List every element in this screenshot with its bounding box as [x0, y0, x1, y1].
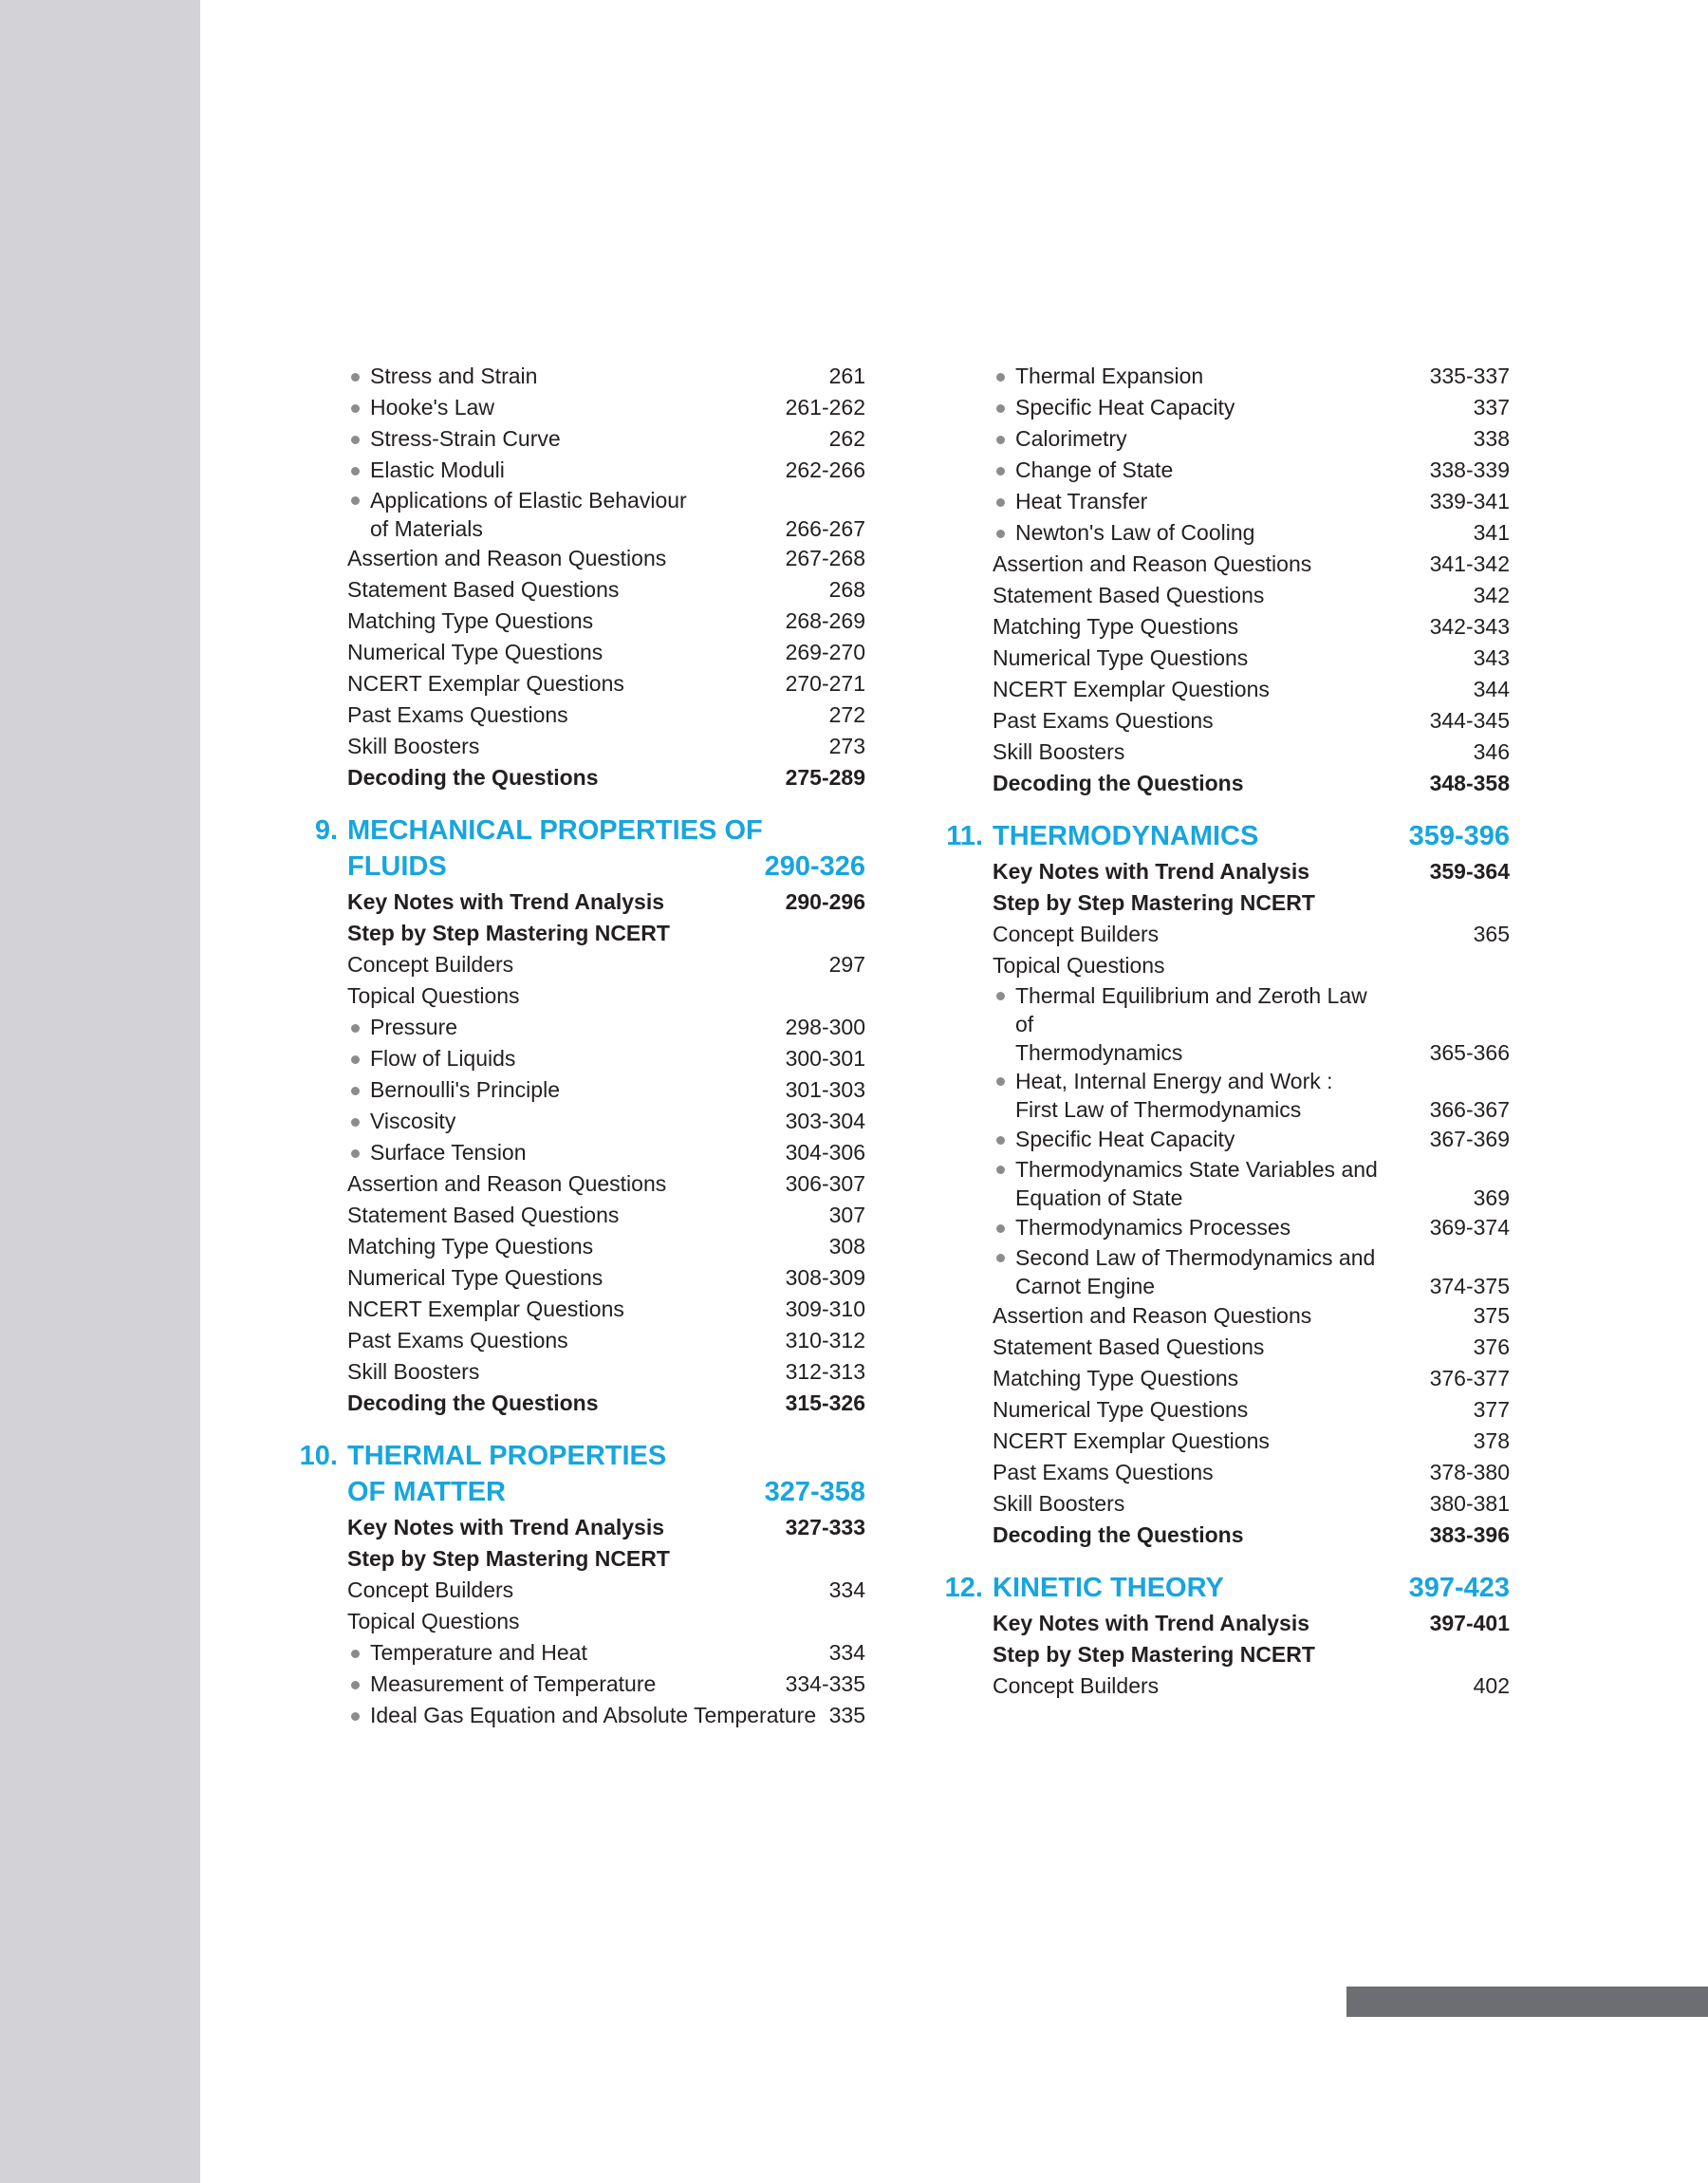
toc-entry-pages: 304-306	[785, 1140, 865, 1165]
bullet-icon	[996, 498, 1005, 507]
bullet-icon	[351, 1712, 360, 1721]
toc-entry-title: Newton's Law of Cooling	[1015, 520, 1255, 545]
toc-entry[interactable]	[930, 705, 1510, 737]
toc-entry-pages: 334	[828, 1640, 865, 1665]
toc-entry-title: Concept Builders	[993, 922, 1160, 946]
toc-entry[interactable]	[285, 543, 865, 574]
toc-entry-title: Numerical Type Questions	[347, 640, 603, 664]
toc-entry-pages: 334-335	[785, 1671, 865, 1696]
toc-entry[interactable]	[930, 392, 1510, 423]
toc-entry-pages: 366-367	[1429, 1097, 1510, 1122]
toc-entry-pages: 374-375	[1429, 1274, 1510, 1298]
toc-entry-pages: 262	[828, 426, 865, 451]
toc-entry-pages: 267-268	[785, 546, 865, 570]
toc-entry-pages: 344	[1473, 677, 1510, 701]
toc-entry-title-line: First Law of Thermodynamics	[1015, 1097, 1302, 1122]
toc-entry-pages: 306-307	[785, 1171, 865, 1196]
toc-entry-title: Calorimetry	[1015, 426, 1127, 451]
toc-entry-title: Concept Builders	[347, 952, 514, 977]
bullet-icon	[351, 1055, 360, 1064]
toc-column-left	[285, 361, 865, 1731]
chapter-heading-10[interactable]	[285, 1438, 865, 1510]
toc-entry[interactable]	[285, 762, 865, 793]
toc-entry-pages: 339-341	[1429, 489, 1510, 513]
toc-entry-title: Step by Step Mastering NCERT	[993, 890, 1315, 915]
bullet-icon	[996, 992, 1005, 1000]
toc-entry-title: Matching Type Questions	[993, 1366, 1239, 1390]
toc-entry-title: Past Exams Questions	[993, 708, 1214, 733]
toc-entry[interactable]	[285, 1700, 865, 1731]
toc-group-chapter12	[930, 1608, 1510, 1702]
toc-entry-pages: 341	[1473, 520, 1510, 545]
toc-entry-title: Matching Type Questions	[347, 1234, 594, 1259]
toc-entry-pages: 261	[828, 364, 865, 388]
toc-entry[interactable]	[930, 1243, 1510, 1300]
toc-entry[interactable]	[285, 1231, 865, 1262]
toc-entry-title: Bernoulli's Principle	[370, 1077, 560, 1102]
toc-entry-title: Decoding the Questions	[993, 771, 1244, 795]
toc-entry[interactable]	[285, 980, 865, 1012]
toc-entry[interactable]	[285, 700, 865, 731]
toc-entry-title: Numerical Type Questions	[347, 1265, 603, 1290]
chapter-title: KINETIC THEORY	[993, 1573, 1224, 1603]
toc-entry[interactable]	[285, 1074, 865, 1106]
toc-entry[interactable]	[285, 1543, 865, 1575]
toc-entry-title: Surface Tension	[370, 1140, 527, 1165]
toc-entry[interactable]	[930, 674, 1510, 705]
toc-entry[interactable]	[930, 1212, 1510, 1243]
toc-entry-title: Stress-Strain Curve	[370, 426, 561, 451]
toc-entry[interactable]	[285, 918, 865, 949]
chapter-heading-9[interactable]	[285, 812, 865, 885]
toc-entry-title: Measurement of Temperature	[370, 1671, 657, 1696]
toc-entry-pages: 262-266	[785, 457, 865, 482]
toc-entry[interactable]	[930, 455, 1510, 486]
toc-entry[interactable]	[285, 361, 865, 392]
toc-entry[interactable]	[285, 637, 865, 668]
toc-entry-title: NCERT Exemplar Questions	[993, 1428, 1270, 1453]
toc-entry-title-line: Second Law of Thermodynamics and	[1015, 1245, 1376, 1270]
bullet-icon	[351, 1087, 360, 1095]
toc-entry[interactable]	[930, 1520, 1510, 1551]
toc-entry-pages: 308-309	[785, 1265, 865, 1290]
toc-entry-title: Step by Step Mastering NCERT	[347, 1546, 670, 1571]
toc-entry-pages: 298-300	[785, 1015, 865, 1039]
toc-entry-pages: 309-310	[785, 1297, 865, 1321]
toc-entry-title: Assertion and Reason Questions	[993, 1303, 1312, 1328]
toc-entry[interactable]	[285, 731, 865, 762]
toc-entry-title: Statement Based Questions	[347, 1203, 620, 1227]
chapter-title: FLUIDS	[347, 851, 447, 882]
toc-entry-title: Step by Step Mastering NCERT	[993, 1642, 1315, 1667]
toc-entry-pages: 376	[1473, 1334, 1510, 1359]
bullet-icon	[351, 404, 360, 413]
toc-entry-title: NCERT Exemplar Questions	[347, 1297, 624, 1321]
toc-entry[interactable]	[930, 1124, 1510, 1155]
toc-entry-pages: 307	[828, 1203, 865, 1227]
toc-entry-pages: 346	[1473, 739, 1510, 764]
toc-entry[interactable]	[930, 361, 1510, 392]
toc-entry[interactable]	[930, 1332, 1510, 1363]
toc-entry-title: Statement Based Questions	[993, 1334, 1265, 1359]
toc-entry-title: Temperature and Heat	[370, 1640, 587, 1665]
toc-group-chapter9	[285, 886, 865, 1419]
toc-entry[interactable]	[930, 1670, 1510, 1702]
toc-entry-title: Stress and Strain	[370, 364, 538, 388]
toc-entry[interactable]	[285, 1606, 865, 1637]
bullet-icon	[996, 1136, 1005, 1145]
toc-entry-pages: 341-342	[1429, 551, 1510, 576]
toc-entry[interactable]	[285, 574, 865, 606]
toc-entry-pages: 303-304	[785, 1109, 865, 1133]
toc-entry-pages: 315-326	[785, 1390, 865, 1415]
toc-entry-title: Viscosity	[370, 1109, 456, 1133]
toc-entry-title: Statement Based Questions	[347, 577, 620, 602]
chapter-number: 10.	[299, 1441, 338, 1471]
toc-entry-title: Matching Type Questions	[347, 608, 594, 633]
toc-entry[interactable]	[930, 737, 1510, 768]
toc-entry-pages: 367-369	[1429, 1127, 1510, 1151]
page-edge-bar	[1346, 1987, 1708, 2017]
toc-entry[interactable]	[285, 1512, 865, 1543]
side-margin-band	[0, 0, 200, 2183]
toc-entry[interactable]	[930, 1394, 1510, 1426]
toc-entry-pages: 378-380	[1429, 1460, 1510, 1484]
toc-entry[interactable]	[930, 1067, 1510, 1124]
toc-entry-title: Decoding the Questions	[347, 1390, 599, 1415]
toc-entry-title: Skill Boosters	[347, 734, 480, 758]
toc-entry[interactable]	[285, 1325, 865, 1356]
chapter-number: 12.	[944, 1573, 983, 1603]
toc-entry-title: Decoding the Questions	[347, 765, 599, 790]
bullet-icon	[996, 467, 1005, 476]
toc-entry-title: Specific Heat Capacity	[1015, 1127, 1235, 1151]
toc-entry-title: Skill Boosters	[993, 739, 1125, 764]
toc-entry-pages: 375	[1473, 1303, 1510, 1328]
toc-entry[interactable]	[285, 1575, 865, 1606]
bullet-icon	[351, 1024, 360, 1033]
toc-entry-title: Step by Step Mastering NCERT	[347, 921, 670, 945]
toc-entry-pages: 301-303	[785, 1077, 865, 1102]
toc-entry[interactable]	[930, 1300, 1510, 1332]
toc-entry-pages: 337	[1473, 395, 1510, 420]
toc-entry-pages: 348-358	[1429, 771, 1510, 795]
toc-entry[interactable]	[285, 606, 865, 637]
toc-entry[interactable]	[930, 1155, 1510, 1212]
toc-entry[interactable]	[285, 423, 865, 455]
toc-entry[interactable]	[285, 1200, 865, 1231]
toc-entry[interactable]	[285, 1168, 865, 1200]
toc-entry-title: Topical Questions	[347, 983, 520, 1008]
chapter-title: MECHANICAL PROPERTIES OF	[347, 815, 763, 846]
toc-entry-pages: 272	[828, 702, 865, 727]
toc-entry[interactable]	[930, 950, 1510, 981]
toc-entry-title: NCERT Exemplar Questions	[993, 677, 1270, 701]
toc-entry-title: Skill Boosters	[993, 1491, 1125, 1516]
toc-entry-pages: 335	[828, 1703, 865, 1727]
toc-entry-title: Key Notes with Trend Analysis	[347, 1515, 665, 1539]
toc-entry-title: Past Exams Questions	[347, 1328, 568, 1353]
toc-entry-title: Thermal Expansion	[1015, 364, 1204, 388]
bullet-icon	[996, 404, 1005, 413]
chapter-title: THERMAL PROPERTIES	[347, 1441, 667, 1471]
toc-entry[interactable]	[930, 981, 1510, 1067]
toc-entry[interactable]	[930, 549, 1510, 580]
toc-entry[interactable]	[930, 517, 1510, 549]
bullet-icon	[351, 373, 360, 382]
toc-entry[interactable]	[285, 1356, 865, 1388]
toc-entry[interactable]	[285, 1669, 865, 1700]
toc-entry-title: Assertion and Reason Questions	[347, 1171, 667, 1196]
toc-entry-title: Past Exams Questions	[993, 1460, 1214, 1484]
toc-entry-pages: 397-401	[1429, 1611, 1510, 1635]
toc-entry[interactable]	[285, 668, 865, 700]
toc-entry[interactable]	[930, 1426, 1510, 1457]
bullet-icon	[351, 1681, 360, 1689]
toc-entry-title: Elastic Moduli	[370, 457, 505, 482]
chapter-title: THERMODYNAMICS	[993, 821, 1259, 851]
toc-group-chapter11	[930, 856, 1510, 1551]
toc-entry[interactable]	[285, 1137, 865, 1168]
chapter-number: 11.	[946, 821, 983, 851]
toc-entry[interactable]	[930, 1457, 1510, 1488]
bullet-icon	[996, 530, 1005, 538]
toc-entry-title-line: of Materials	[370, 516, 483, 541]
toc-entry[interactable]	[930, 856, 1510, 887]
bullet-icon	[351, 436, 360, 444]
toc-entry-title: Heat Transfer	[1015, 489, 1148, 513]
chapter-heading-11[interactable]	[930, 818, 1510, 854]
toc-entry[interactable]	[930, 1608, 1510, 1639]
bullet-icon	[996, 1254, 1005, 1262]
toc-entry[interactable]	[930, 768, 1510, 799]
toc-entry-title: Matching Type Questions	[993, 614, 1239, 639]
toc-entry-pages: 273	[828, 734, 865, 758]
toc-entry-title: Concept Builders	[993, 1673, 1160, 1698]
toc-entry[interactable]	[930, 643, 1510, 674]
toc-entry-pages: 359-364	[1429, 859, 1510, 884]
toc-entry-pages: 297	[828, 952, 865, 977]
toc-entry-pages: 300-301	[785, 1046, 865, 1071]
toc-entry-pages: 344-345	[1429, 708, 1510, 733]
toc-group-chapter8-continued	[285, 361, 865, 793]
toc-entry-pages: 270-271	[785, 671, 865, 696]
toc-entry-pages: 378	[1473, 1428, 1510, 1453]
toc-entry-pages: 308	[828, 1234, 865, 1259]
toc-entry-title: NCERT Exemplar Questions	[347, 671, 624, 696]
toc-entry-pages: 377	[1473, 1397, 1510, 1422]
toc-entry-pages: 335-337	[1429, 364, 1510, 388]
toc-entry-pages: 261-262	[785, 395, 865, 420]
toc-entry-title-line: Equation of State	[1015, 1185, 1183, 1210]
toc-column-right	[930, 361, 1510, 1702]
toc-entry[interactable]	[285, 1262, 865, 1294]
toc-entry[interactable]	[285, 949, 865, 980]
toc-entry[interactable]	[930, 1488, 1510, 1520]
toc-entry-title-line: Thermodynamics State Variables and	[1015, 1157, 1378, 1182]
bullet-icon	[996, 1224, 1005, 1233]
toc-entry-title	[1015, 981, 1386, 1067]
toc-entry-pages: 376-377	[1429, 1366, 1510, 1390]
toc-entry-title: Assertion and Reason Questions	[347, 546, 667, 570]
toc-entry-pages: 290-296	[785, 889, 865, 914]
toc-entry-pages: 268-269	[785, 608, 865, 633]
toc-entry[interactable]	[285, 1294, 865, 1325]
bullet-icon	[351, 496, 360, 505]
toc-entry-title: Numerical Type Questions	[993, 645, 1249, 670]
bullet-icon	[351, 1650, 360, 1658]
toc-entry-title: Decoding the Questions	[993, 1522, 1244, 1547]
toc-entry-title	[1015, 1155, 1386, 1212]
toc-entry-pages: 310-312	[785, 1328, 865, 1353]
toc-entry-title-line: Thermal Equilibrium and Zeroth Law of	[1015, 983, 1367, 1036]
toc-entry-title	[1015, 1067, 1386, 1124]
toc-entry-pages: 268	[828, 577, 865, 602]
toc-entry-pages: 275-289	[785, 765, 865, 790]
toc-entry-pages: 383-396	[1429, 1522, 1510, 1547]
toc-entry-title-line: Carnot Engine	[1015, 1274, 1156, 1298]
toc-entry-title: Topical Questions	[993, 953, 1165, 978]
toc-entry-title: Statement Based Questions	[993, 583, 1265, 607]
toc-entry-pages: 342	[1473, 583, 1510, 607]
toc-entry-pages: 312-313	[785, 1359, 865, 1384]
toc-group-chapter10	[285, 1512, 865, 1731]
toc-entry-pages: 402	[1473, 1673, 1510, 1698]
toc-entry-title	[370, 486, 742, 543]
toc-entry-title: Assertion and Reason Questions	[993, 551, 1312, 576]
toc-entry-title: Ideal Gas Equation and Absolute Temperature	[370, 1703, 817, 1727]
toc-entry-pages: 269-270	[785, 640, 865, 664]
toc-entry-title-line: Applications of Elastic Behaviour	[370, 488, 687, 513]
toc-entry-title: Hooke's Law	[370, 395, 494, 420]
toc-entry[interactable]	[285, 455, 865, 486]
bullet-icon	[351, 467, 360, 476]
toc-entry[interactable]	[930, 887, 1510, 919]
toc-entry[interactable]	[285, 1043, 865, 1074]
toc-entry-title: Change of State	[1015, 457, 1174, 482]
toc-entry-title: Thermodynamics Processes	[1015, 1215, 1291, 1240]
toc-entry-title: Key Notes with Trend Analysis	[347, 889, 665, 914]
toc-entry-title: Concept Builders	[347, 1577, 514, 1602]
toc-entry-pages: 365-366	[1429, 1040, 1510, 1065]
bullet-icon	[996, 436, 1005, 444]
toc-entry-title: Flow of Liquids	[370, 1046, 516, 1071]
toc-entry[interactable]	[930, 486, 1510, 517]
toc-entry-pages: 334	[828, 1577, 865, 1602]
toc-entry-title: Specific Heat Capacity	[1015, 395, 1235, 420]
toc-entry-pages: 380-381	[1429, 1491, 1510, 1516]
toc-entry-title: Skill Boosters	[347, 1359, 480, 1384]
toc-entry-title: Pressure	[370, 1015, 458, 1039]
toc-entry-pages: 369-374	[1429, 1215, 1510, 1240]
chapter-heading-12[interactable]	[930, 1570, 1510, 1606]
chapter-pages: 359-396	[1408, 821, 1510, 851]
toc-entry[interactable]	[285, 1388, 865, 1419]
toc-entry[interactable]	[930, 1363, 1510, 1394]
toc-entry-title	[1015, 1243, 1386, 1300]
toc-entry-title: Numerical Type Questions	[993, 1397, 1249, 1422]
toc-entry-title: Key Notes with Trend Analysis	[993, 1611, 1310, 1635]
chapter-pages: 327-358	[764, 1477, 865, 1507]
toc-entry[interactable]	[930, 423, 1510, 455]
bullet-icon	[351, 1149, 360, 1158]
toc-entry[interactable]	[285, 392, 865, 423]
bullet-icon	[351, 1118, 360, 1127]
toc-entry-pages: 338	[1473, 426, 1510, 451]
toc-entry-pages: 369	[1473, 1185, 1510, 1210]
toc-entry-pages: 365	[1473, 922, 1510, 946]
toc-entry[interactable]	[930, 919, 1510, 950]
toc-entry-title: Key Notes with Trend Analysis	[993, 859, 1310, 884]
bullet-icon	[996, 1077, 1005, 1086]
toc-group-chapter10-continued	[930, 361, 1510, 799]
toc-entry-title-line: Thermodynamics	[1015, 1040, 1183, 1065]
bullet-icon	[996, 373, 1005, 382]
toc-entry[interactable]	[285, 1012, 865, 1043]
toc-entry[interactable]	[285, 1106, 865, 1137]
toc-entry-pages: 327-333	[785, 1515, 865, 1539]
chapter-pages: 290-326	[764, 851, 865, 882]
toc-entry[interactable]	[285, 1637, 865, 1669]
chapter-pages: 397-423	[1408, 1573, 1510, 1603]
bullet-icon	[996, 1166, 1005, 1174]
toc-entry-title: Topical Questions	[347, 1609, 520, 1633]
toc-entry-pages: 338-339	[1429, 457, 1510, 482]
toc-entry[interactable]	[930, 611, 1510, 643]
toc-entry[interactable]	[930, 580, 1510, 611]
toc-entry-title-line: Heat, Internal Energy and Work :	[1015, 1069, 1333, 1093]
toc-entry[interactable]	[285, 486, 865, 543]
toc-entry-pages: 266-267	[785, 516, 865, 541]
chapter-title: OF MATTER	[347, 1477, 506, 1507]
toc-entry-pages: 342-343	[1429, 614, 1510, 639]
chapter-number: 9.	[314, 815, 338, 846]
toc-entry-title: Past Exams Questions	[347, 702, 568, 727]
toc-entry[interactable]	[285, 886, 865, 918]
toc-entry-pages: 343	[1473, 645, 1510, 670]
toc-entry[interactable]	[930, 1639, 1510, 1670]
